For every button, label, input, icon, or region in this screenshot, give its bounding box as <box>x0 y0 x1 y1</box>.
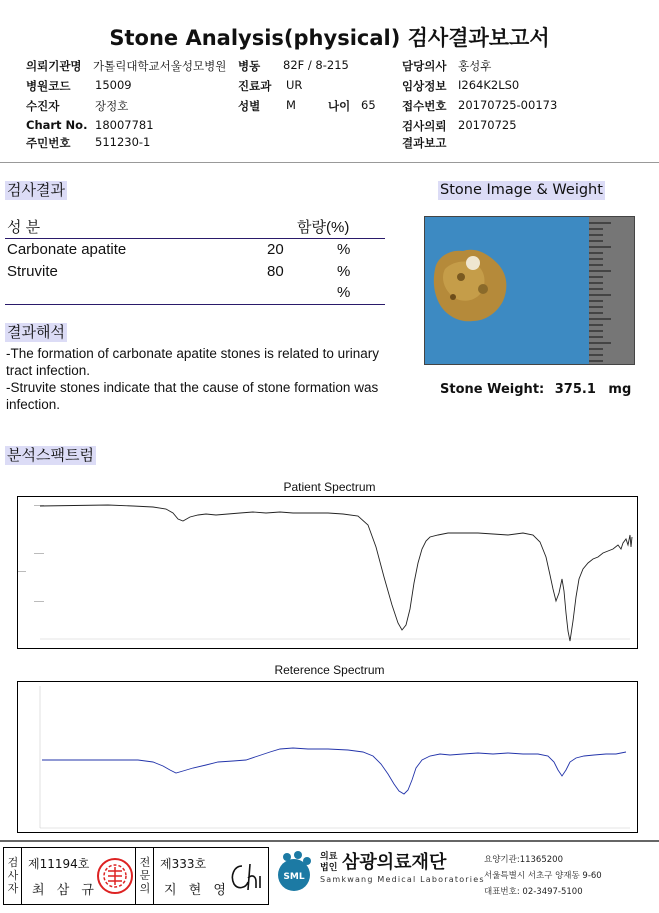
component-unit: % <box>335 282 385 304</box>
component-name: Carbonate apatite <box>7 240 127 258</box>
signature-box <box>3 847 269 905</box>
specialist-number: 제333호 <box>160 857 207 871</box>
header-divider <box>0 162 659 163</box>
result-heading: 검사결과 <box>7 181 65 199</box>
patient-spectrum-svg <box>18 497 637 648</box>
weight-label: Stone Weight: <box>440 382 545 397</box>
patient-value: 장정호 <box>95 99 129 113</box>
y-axis-label-mark <box>18 571 26 572</box>
institution-value: 가톨릭대학교서울성모병원 <box>93 59 227 73</box>
table-row <box>5 260 385 282</box>
reference-spectrum-title: Reterence Spectrum <box>274 663 385 677</box>
interpretation-text <box>6 345 406 413</box>
sig-divider <box>153 848 154 904</box>
sex-label: 성별 <box>238 99 261 113</box>
clinical-info-label: 임상정보 <box>402 79 447 93</box>
component-value <box>265 282 335 304</box>
interpretation-line-2: -Struvite stones indicate that the cause of stone formation was infection. <box>6 380 379 412</box>
specialist-signature-icon <box>226 860 266 894</box>
reference-spectrum-line <box>42 748 626 794</box>
doctor-value: 홍성후 <box>458 59 492 73</box>
chart-no-value: 18007781 <box>95 118 154 132</box>
reference-spectrum-chart <box>17 681 638 833</box>
stone-photo <box>424 216 635 365</box>
sex-value: M <box>286 98 296 112</box>
sig-divider <box>21 848 22 904</box>
patient-axis-ticks <box>18 505 44 602</box>
table-row <box>5 238 385 260</box>
patient-spectrum-line <box>40 505 632 641</box>
org-address: 서울특별시 서초구 양재동 9-60 <box>484 871 602 881</box>
component-value: 20 <box>267 240 284 258</box>
stone-image <box>425 217 635 365</box>
org-registration: 요양기관:11365200 <box>484 855 563 865</box>
y-tick <box>34 553 44 554</box>
doctor-label: 담당의사 <box>402 59 447 73</box>
age-label: 나이 <box>328 99 351 113</box>
spectrum-heading: 분석스팩트럼 <box>7 446 94 464</box>
report-title: Stone Analysis(physical) 검사결과보고서 <box>109 26 550 50</box>
clinical-info-value: I264K2LS0 <box>458 78 520 92</box>
department-value: UR <box>286 78 303 92</box>
component-header: 성 분 <box>5 216 265 238</box>
id-value: 511230-1 <box>95 135 151 149</box>
y-tick <box>34 601 44 602</box>
component-unit: % <box>337 240 351 258</box>
composition-table <box>5 216 385 305</box>
table-header-row <box>5 216 385 238</box>
patient-spectrum-chart <box>17 496 638 649</box>
interpretation-heading: 결과해석 <box>7 323 65 341</box>
report-label: 결과보고 <box>402 136 447 150</box>
reference-spectrum-svg <box>18 682 637 832</box>
examiner-label: 검사자 <box>7 856 19 895</box>
ward-value: 82F / 8-215 <box>283 58 349 72</box>
interpretation-line-1: -The formation of carbonate apatite stones is related to urinary tract infection. <box>6 346 379 378</box>
reception-value: 20170725-00173 <box>458 98 558 112</box>
hospital-code-value: 15009 <box>95 78 132 92</box>
sig-divider <box>135 848 136 904</box>
specialist-name: 지 현 영 <box>164 883 230 898</box>
org-name: 삼광의료재단 <box>342 852 447 873</box>
patient-label: 수진자 <box>26 99 60 113</box>
patient-spectrum-title: Patient Spectrum <box>283 480 376 494</box>
age-value: 65 <box>361 98 376 112</box>
department-label: 진료과 <box>238 79 272 93</box>
org-contact <box>484 852 602 900</box>
institution-label: 의뢰기관명 <box>26 59 82 73</box>
header-info <box>0 0 659 160</box>
specialist-label: 전문의 <box>139 856 151 895</box>
reception-label: 접수번호 <box>402 99 447 113</box>
footer-divider <box>0 840 659 842</box>
chart-no-label: Chart No. <box>26 118 88 132</box>
component-value: 80 <box>267 262 284 280</box>
stone-weight <box>440 382 631 397</box>
hospital-code-label: 병원코드 <box>26 79 71 93</box>
examiner-number: 제11194호 <box>28 857 90 871</box>
component-name <box>5 282 265 304</box>
sml-logo-icon <box>272 849 316 893</box>
ward-label: 병동 <box>238 59 261 73</box>
org-phone: 대표번호: 02-3497-5100 <box>484 887 583 897</box>
weight-value: 375.1 <box>554 382 596 397</box>
component-unit: % <box>337 262 351 280</box>
id-label: 주민번호 <box>26 136 71 150</box>
component-name: Struvite <box>7 262 58 280</box>
table-row <box>5 282 385 304</box>
request-date-label: 검사의뢰 <box>402 119 447 133</box>
examiner-name: 최 삼 규 <box>32 883 98 898</box>
stone-heading: Stone Image & Weight <box>440 182 603 198</box>
examiner-seal-icon <box>96 857 134 895</box>
amount-header: 함량(%) <box>265 216 385 238</box>
request-date-value: 20170725 <box>458 118 517 132</box>
org-type: 의료법인 <box>320 852 338 873</box>
org-english-name: Samkwang Medical Laboratories <box>320 875 485 884</box>
logo-text: SML <box>283 872 305 882</box>
weight-unit: mg <box>608 382 632 397</box>
